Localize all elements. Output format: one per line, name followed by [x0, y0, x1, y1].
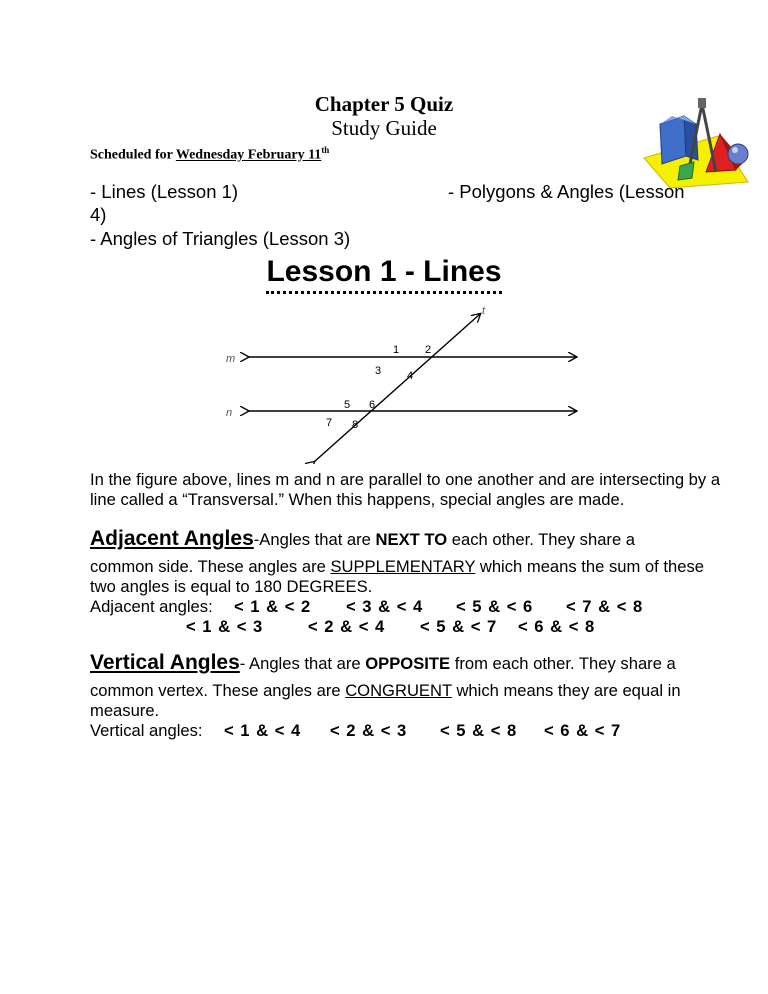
angle-label-3: 3: [375, 365, 382, 377]
vertical-def-bold: OPPOSITE: [365, 654, 451, 673]
topic-polygons-angles: - Polygons & Angles (Lesson: [448, 181, 685, 202]
topic-angles-triangles: - Angles of Triangles (Lesson 3): [90, 228, 351, 249]
page-subtitle: Study Guide: [331, 116, 437, 140]
vertical-pair: < 2 & < 3: [330, 721, 408, 740]
vertical-section-heading: [90, 653, 740, 674]
adjacent-body-2: which means the sum of these two angles is equal to 180 DEGREES.: [90, 557, 704, 596]
label-line-m: m: [226, 353, 236, 365]
scheduled-line: [90, 145, 329, 164]
adjacent-pair: < 6 & < 8: [518, 617, 596, 636]
vertical-heading: Vertical Angles: [90, 651, 240, 674]
vertical-pair: < 5 & < 8: [440, 721, 518, 740]
adjacent-label: Adjacent angles:: [90, 597, 213, 616]
adjacent-pair: < 5 & < 7: [420, 617, 498, 636]
intro-paragraph: In the figure above, lines m and n are parallel to one another and are intersecting by a line called a “Transversal.” When this happens, special angles are made.: [90, 470, 721, 509]
adjacent-pairs: [90, 597, 740, 637]
transversal-line-t: [314, 314, 480, 462]
angle-label-8: 8: [352, 419, 359, 431]
angle-label-2: 2: [425, 344, 432, 356]
adjacent-pair: < 1 & < 3: [186, 617, 264, 636]
label-line-t: t: [482, 305, 486, 317]
angle-label-6: 6: [369, 399, 376, 411]
vertical-def-1: - Angles that are: [239, 654, 366, 673]
adjacent-pair: < 1 & < 2: [234, 597, 312, 616]
angle-label-4: 4: [407, 370, 414, 382]
topic-lines: - Lines (Lesson 1): [90, 181, 239, 202]
lesson-heading-wrap: [0, 254, 768, 294]
adjacent-pair: < 2 & < 4: [308, 617, 386, 636]
vertical-pair: < 6 & < 7: [544, 721, 622, 740]
vertical-body-2: which means they are equal in measure.: [90, 681, 681, 720]
adjacent-pair: < 3 & < 4: [346, 597, 424, 616]
scheduled-prefix: Scheduled for: [90, 147, 176, 163]
vertical-pairs: [90, 721, 740, 741]
adjacent-body-term: SUPPLEMENTARY: [330, 557, 476, 576]
transversal-figure: [212, 302, 592, 464]
angle-label-5: 5: [344, 399, 351, 411]
vertical-body-1: common vertex. These angles are: [90, 681, 346, 700]
vertical-body: [90, 681, 730, 721]
angle-label-1: 1: [393, 344, 400, 356]
page-title: Chapter 5 Quiz: [314, 92, 454, 116]
adjacent-body: [90, 557, 730, 597]
geometry-tools-clipart-icon: [640, 96, 752, 192]
adjacent-body-1: common side. These angles are: [90, 557, 331, 576]
adjacent-def-2: each other. They share a: [447, 530, 636, 549]
scheduled-date-suffix: th: [321, 145, 330, 155]
lesson-heading: Lesson 1 - Lines: [266, 254, 501, 294]
adjacent-section-heading: [90, 529, 740, 550]
adjacent-pair: < 5 & < 6: [456, 597, 534, 616]
label-line-n: n: [226, 407, 233, 419]
vertical-pair: < 1 & < 4: [224, 721, 302, 740]
vertical-label: Vertical angles:: [90, 721, 203, 740]
topic-polygons-angles-cont: 4): [90, 204, 107, 225]
scheduled-date: Wednesday February 11: [175, 147, 322, 163]
adjacent-def-bold: NEXT TO: [375, 530, 448, 549]
adjacent-def-1: -Angles that are: [253, 530, 376, 549]
adjacent-heading: Adjacent Angles: [90, 527, 254, 550]
vertical-body-term: CONGRUENT: [345, 681, 452, 700]
angle-label-7: 7: [326, 417, 333, 429]
vertical-def-2: from each other. They share a: [450, 654, 676, 673]
adjacent-pair: < 7 & < 8: [566, 597, 644, 616]
